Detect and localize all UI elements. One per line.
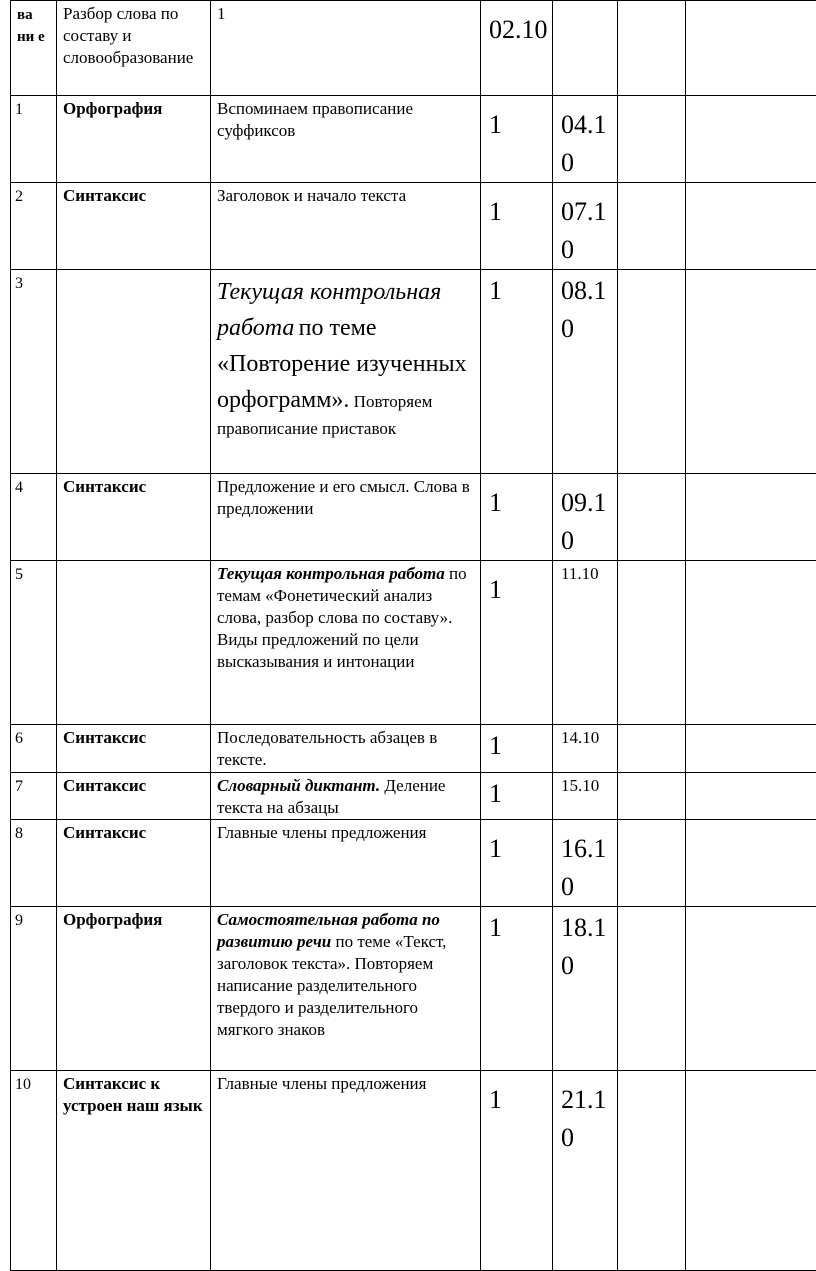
date-cell: [553, 820, 618, 907]
topic-text: Последовательность абзацев в тексте.: [217, 728, 438, 769]
row-number-cell: [11, 907, 57, 1071]
hours-cell: [481, 561, 553, 725]
row-number-cell: [11, 1071, 57, 1271]
topic-cell: [211, 474, 481, 561]
section-label: Синтаксис к устроен наш язык: [63, 1074, 203, 1115]
empty-cell: [618, 773, 686, 820]
row-number-cell: [11, 725, 57, 773]
row-number-cell: [11, 820, 57, 907]
table-row: [11, 474, 816, 561]
section-cell: [57, 270, 211, 474]
header-number-label: ва ни е: [17, 7, 45, 45]
topic-text: Предложение и его смысл. Слова в предложении: [217, 477, 470, 518]
hours-value: 1: [489, 731, 502, 760]
row-number: 3: [15, 275, 23, 292]
row-number: 2: [15, 188, 23, 205]
empty-cell: [618, 1, 686, 96]
table-row: [11, 773, 816, 820]
table-row: [11, 725, 816, 773]
empty-cell: [618, 270, 686, 474]
empty-cell: [686, 270, 816, 474]
topic-big-text: по теме «Повторение изученных орфограмм».: [217, 315, 467, 413]
date-cell: [553, 773, 618, 820]
hours-value: 1: [489, 779, 502, 808]
row-number: 9: [15, 912, 23, 929]
section-cell: [57, 474, 211, 561]
topic-emphasis: Текущая контрольная работа: [217, 279, 442, 341]
section-cell: [57, 820, 211, 907]
date-value: 08.10: [561, 276, 607, 343]
section-label: Синтаксис: [63, 477, 147, 496]
row-number-cell: [11, 773, 57, 820]
hours-cell: [481, 820, 553, 907]
row-number: 8: [15, 825, 23, 842]
row-number-cell: [11, 474, 57, 561]
topic-text: Главные члены предложения: [217, 1074, 427, 1093]
hours-cell: [481, 270, 553, 474]
topic-text: Главные члены предложения: [217, 823, 427, 842]
header-content-text: 1: [217, 4, 226, 23]
date-cell: [553, 270, 618, 474]
empty-cell: [686, 1, 816, 96]
topic-after-text: по теме «Текст, заголовок текста». Повторяем написание разделительного твердого и разделительного мягкого знаков: [217, 932, 447, 1039]
hours-cell: [481, 96, 553, 183]
table-row: [11, 820, 816, 907]
hours-cell: [481, 183, 553, 270]
row-number-cell: [11, 183, 57, 270]
topic-cell: [211, 96, 481, 183]
header-cell-topic: [57, 1, 211, 96]
table-row: [11, 1, 816, 96]
table-row: [11, 96, 816, 183]
section-cell: [57, 907, 211, 1071]
section-cell: [57, 183, 211, 270]
table-row: [11, 907, 816, 1071]
row-number: 5: [15, 566, 23, 583]
empty-cell: [686, 561, 816, 725]
section-cell: [57, 773, 211, 820]
table-row: [11, 270, 816, 474]
date-value: 11.10: [561, 564, 599, 583]
date-cell: [553, 96, 618, 183]
topic-cell: [211, 561, 481, 725]
hours-value: 1: [489, 488, 502, 517]
section-label: Синтаксис: [63, 728, 147, 747]
empty-cell: [618, 183, 686, 270]
topic-cell: [211, 907, 481, 1071]
section-cell: [57, 725, 211, 773]
section-label: Орфография: [63, 99, 163, 118]
topic-cell: [211, 820, 481, 907]
topic-text: Вспоминаем правописание суффиксов: [217, 99, 413, 140]
row-number: 1: [15, 101, 23, 118]
date-value: 15.10: [561, 776, 600, 795]
hours-value: 1: [489, 1085, 502, 1114]
date-cell: [553, 183, 618, 270]
empty-cell: [618, 96, 686, 183]
empty-cell: [686, 183, 816, 270]
date-cell: [553, 907, 618, 1071]
date-cell: [553, 1071, 618, 1271]
hours-value: 1: [489, 276, 502, 305]
empty-cell: [618, 907, 686, 1071]
section-cell: [57, 96, 211, 183]
section-cell: [57, 561, 211, 725]
table-row: [11, 1071, 816, 1271]
empty-cell: [686, 474, 816, 561]
date-value: 14.10: [561, 728, 600, 747]
hours-cell: [481, 725, 553, 773]
empty-cell: [686, 907, 816, 1071]
empty-cell: [618, 474, 686, 561]
lesson-plan-table: [10, 0, 816, 1271]
date-value: 16.10: [561, 834, 607, 901]
hours-value: 1: [489, 913, 502, 942]
hours-cell: [481, 907, 553, 1071]
empty-cell: [618, 561, 686, 725]
topic-cell: [211, 725, 481, 773]
header-cell-content: [211, 1, 481, 96]
header-topic-text: Разбор слова по составу и словообразование: [63, 4, 194, 67]
section-label: Орфография: [63, 910, 163, 929]
topic-emphasis: Словарный диктант.: [217, 776, 381, 795]
empty-cell: [686, 725, 816, 773]
section-label: Синтаксис: [63, 776, 147, 795]
date-value: 09.10: [561, 488, 607, 555]
empty-cell: [686, 96, 816, 183]
topic-after-text: Повторяем правописание приставок: [217, 392, 433, 438]
hours-value: 1: [489, 110, 502, 139]
hours-value: 1: [489, 834, 502, 863]
date-cell: [553, 561, 618, 725]
hours-cell: [481, 1071, 553, 1271]
row-number: 4: [15, 479, 23, 496]
empty-cell: [686, 1071, 816, 1271]
row-number: 6: [15, 730, 23, 747]
date-value: 07.10: [561, 197, 607, 264]
date-value: 18.10: [561, 913, 607, 980]
date-value: 21.10: [561, 1085, 607, 1152]
topic-emphasis: Текущая контрольная работа: [217, 564, 445, 583]
row-number: 7: [15, 778, 23, 795]
hours-cell: [481, 474, 553, 561]
table-row: [11, 183, 816, 270]
table-row: [11, 561, 816, 725]
topic-emphasis: Самостоятельная работа по развитию речи: [217, 910, 440, 951]
date-cell: [553, 474, 618, 561]
empty-cell: [686, 820, 816, 907]
header-cell-hours: [481, 1, 553, 96]
date-cell: [553, 725, 618, 773]
topic-cell: [211, 1071, 481, 1271]
date-value: 04.10: [561, 110, 607, 177]
topic-after-text: Деление текста на абзацы: [217, 776, 446, 817]
topic-cell: [211, 773, 481, 820]
header-cell-number: [11, 1, 57, 96]
header-date-text: 02.10: [489, 15, 548, 44]
topic-text: Заголовок и начало текста: [217, 186, 407, 205]
empty-cell: [618, 1071, 686, 1271]
hours-value: 1: [489, 197, 502, 226]
row-number: 10: [15, 1076, 31, 1093]
section-label: Синтаксис: [63, 186, 147, 205]
empty-cell: [618, 820, 686, 907]
topic-cell: [211, 183, 481, 270]
topic-after-text: по темам «Фонетический анализ слова, разбор слова по составу». Виды предложений по цели высказывания и интонации: [217, 564, 467, 671]
row-number-cell: [11, 561, 57, 725]
row-number-cell: [11, 96, 57, 183]
empty-cell: [553, 1, 618, 96]
section-label: Синтаксис: [63, 823, 147, 842]
hours-cell: [481, 773, 553, 820]
row-number-cell: [11, 270, 57, 474]
hours-value: 1: [489, 575, 502, 604]
empty-cell: [618, 725, 686, 773]
topic-cell: [211, 270, 481, 474]
empty-cell: [686, 773, 816, 820]
section-cell: [57, 1071, 211, 1271]
